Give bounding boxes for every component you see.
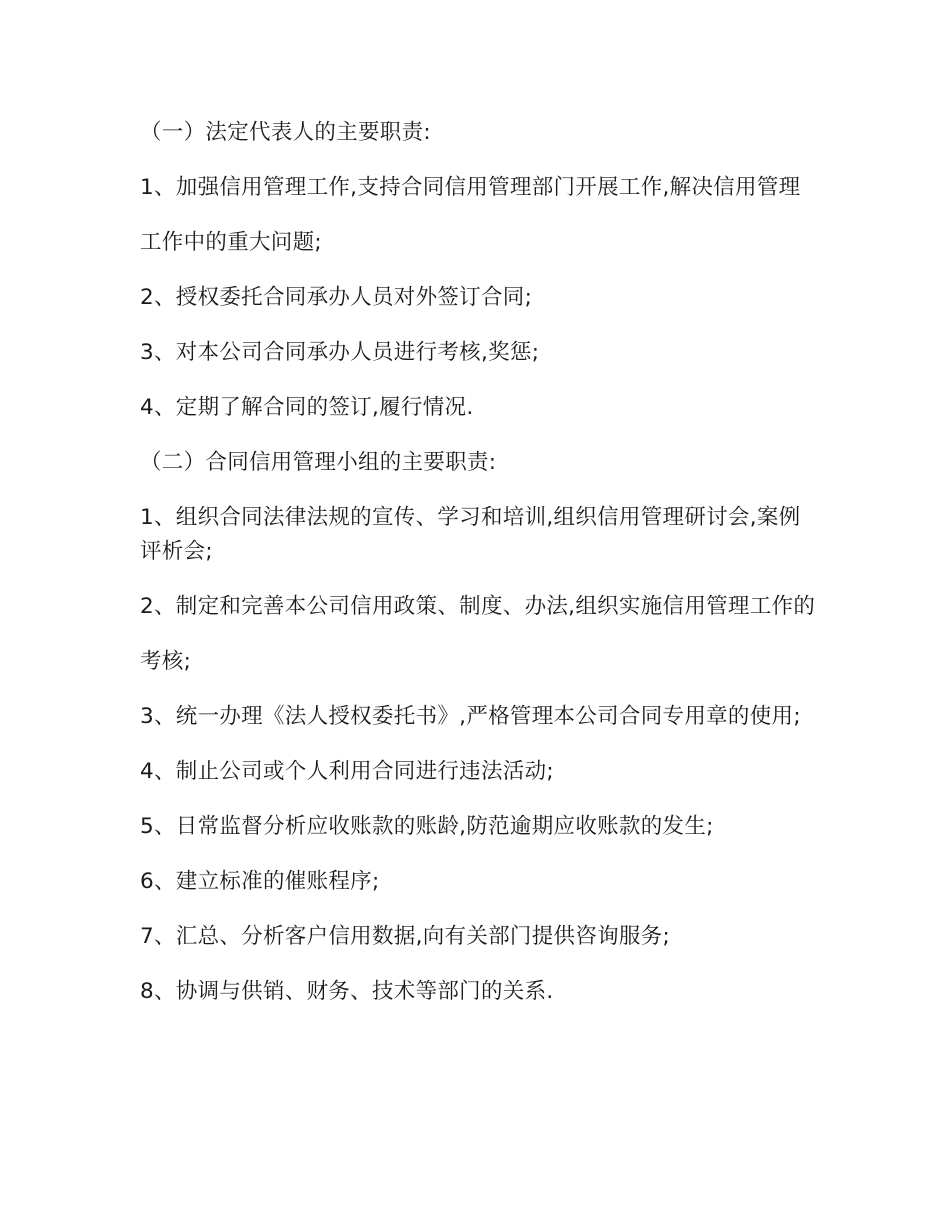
list-item: 3、对本公司合同承办人员进行考核,奖惩;	[140, 340, 540, 365]
list-item: 1、加强信用管理工作,支持合同信用管理部门开展工作,解决信用管理	[140, 175, 801, 200]
section-heading-legal-representative: （一）法定代表人的主要职责:	[140, 120, 431, 145]
section-heading-credit-management-group: （二）合同信用管理小组的主要职责:	[140, 450, 497, 475]
list-item-continuation: 考核;	[140, 649, 192, 674]
list-item-continuation: 工作中的重大问题;	[140, 230, 322, 255]
list-item: 4、制止公司或个人利用合同进行违法活动;	[140, 759, 554, 784]
list-item: 6、建立标准的催账程序;	[140, 869, 380, 894]
list-item: 5、日常监督分析应收账款的账龄,防范逾期应收账款的发生;	[140, 814, 714, 839]
document-body	[140, 116, 820, 1030]
list-item: 8、协调与供销、财务、技术等部门的关系.	[140, 979, 554, 1004]
list-item: 4、定期了解合同的签订,履行情况.	[140, 395, 474, 420]
list-item: 7、汇总、分析客户信用数据,向有关部门提供咨询服务;	[140, 924, 671, 949]
list-item: 2、授权委托合同承办人员对外签订合同;	[140, 285, 533, 310]
list-item: 2、制定和完善本公司信用政策、制度、办法,组织实施信用管理工作的	[140, 594, 816, 619]
list-item: 3、统一办理《法人授权委托书》,严格管理本公司合同专用章的使用;	[140, 704, 801, 729]
list-item: 1、组织合同法律法规的宣传、学习和培训,组织信用管理研讨会,案例评析会;	[140, 505, 801, 564]
